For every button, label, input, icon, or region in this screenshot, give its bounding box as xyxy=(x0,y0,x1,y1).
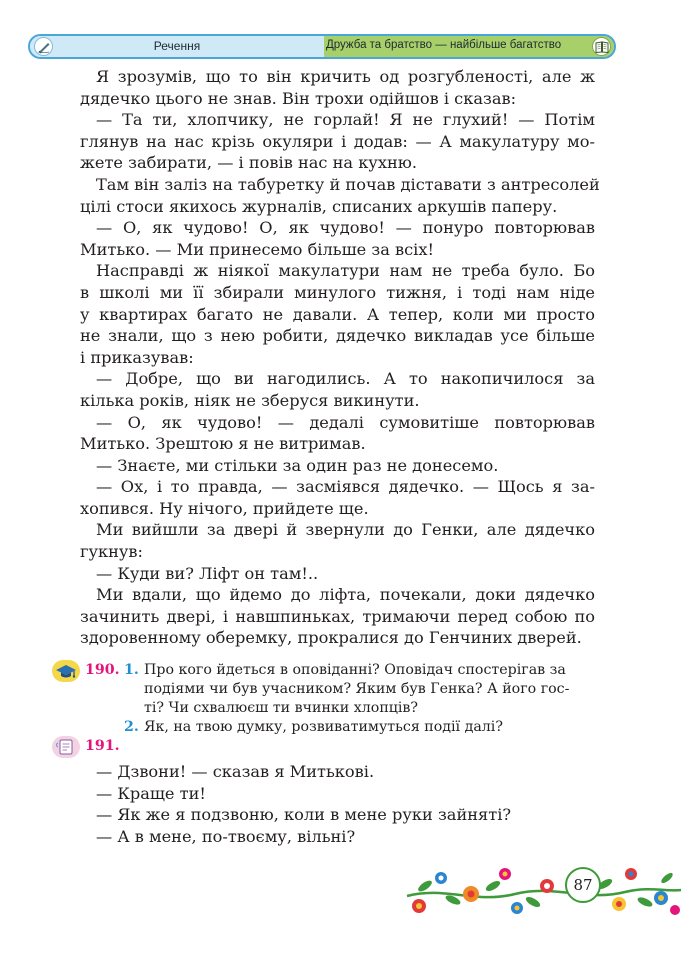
task-191-dialogue-line: — А в мене, по-твоєму, вільні? xyxy=(96,826,356,846)
body-line: зачинить двері, і навшпиньках, тримаючи перед собою по xyxy=(80,606,595,626)
body-line: у квартирах багато не давали. А тепер, коли ми просто xyxy=(80,304,595,324)
book-icon xyxy=(592,37,611,56)
task-190-q2-line: Як, на твою думку, розвиватимуться події далі? xyxy=(144,719,503,735)
chapter-title: Дружба та братство — найбільше багатство xyxy=(326,39,562,51)
body-line: не знали, що з нею робити, дядечко викладав усе більше xyxy=(80,326,595,346)
body-line: Ми вийшли за двері й звернули до Генки, але дядечко xyxy=(96,520,595,540)
story-text xyxy=(80,66,600,649)
body-line: дядечко цього не знав. Він трохи одійшов і сказав: xyxy=(80,88,517,108)
page-number: 87 xyxy=(565,867,601,903)
section-title: Речення xyxy=(153,39,201,53)
task-191-number: 191. xyxy=(85,738,120,754)
task-191-dialogue xyxy=(80,761,595,847)
body-line: хопився. Ну нічого, прийдете ще. xyxy=(80,498,369,518)
body-line: — Ох, і то правда, — засміявся дядечко. — Щось я за- xyxy=(96,477,595,497)
body-line: — О, як чудово! О, як чудово! — понуро повторював xyxy=(96,218,595,238)
body-line: здоровенному оберемку, прокралися до Генчиних дверей. xyxy=(80,628,582,648)
body-line: — О, як чудово! — дедалі сумовитіше повторював xyxy=(96,412,595,432)
task-190-q2-number: 2. xyxy=(124,719,139,735)
body-line: Я зрозумів, що то він кричить од розгубленості, але ж xyxy=(96,67,595,86)
body-line: кілька років, ніяк не зберуся викинути. xyxy=(80,390,420,410)
task-190-q1-line: Про кого йдеться в оповіданні? Оповідач спостерігав за xyxy=(144,662,566,678)
header-section-tab xyxy=(30,36,324,57)
body-line: глянув на нас крізь окуляри і додав: — А макулатуру мо- xyxy=(80,131,595,151)
task-191-dialogue-line: — Дзвони! — сказав я Митькові. xyxy=(96,762,375,781)
graduation-cap-icon xyxy=(52,660,80,682)
header-chapter-tab xyxy=(324,36,614,57)
body-line: в школі ми її збирали минулого тижня, і тоді нам ніде xyxy=(80,282,595,302)
notebook-icon xyxy=(52,736,80,758)
floral-ornament-icon xyxy=(405,856,682,920)
body-line: Ми вдали, що йдемо до ліфта, почекали, доки дядечко xyxy=(96,585,595,605)
task-191-dialogue-line: — Краще ти! xyxy=(96,783,206,803)
body-line: Митько. — Ми принесемо більше за всіх! xyxy=(80,239,434,259)
task-190-q1-line: подіями чи був учасником? Яким був Генка? А його гос- xyxy=(144,681,570,697)
task-190-number: 190. xyxy=(85,662,120,678)
body-line: жете забирати, — і повів нас на кухню. xyxy=(80,153,417,173)
task-190-q1-number: 1. xyxy=(124,662,139,678)
body-line: і приказував: xyxy=(80,347,194,367)
task-190-q1-line: ті? Чи схвалюєш ти вчинки хлопців? xyxy=(144,700,419,716)
task-191-dialogue-line: — Як же я подзвоню, коли в мене руки зайняті? xyxy=(96,805,512,825)
body-line: Там він заліз на табуретку й почав діставати з антресолей xyxy=(96,174,600,194)
body-line: цілі стоси якихось журналів, списаних аркушів паперу. xyxy=(80,196,558,216)
body-line: — Добре, що ви нагодились. А то накопичилося за xyxy=(96,369,595,389)
body-line: гукнув: xyxy=(80,542,144,562)
body-line: — Знаєте, ми стільки за один раз не донесемо. xyxy=(96,455,499,475)
body-line: — Куди ви? Ліфт он там!.. xyxy=(96,563,319,583)
page-header xyxy=(28,34,616,59)
body-line: Митько. Зрештою я не витримав. xyxy=(80,434,366,454)
body-line: — Та ти, хлопчику, не горлай! Я не глухий! — Потім xyxy=(96,110,595,130)
body-line: Насправді ж ніякої макулатури нам не треба було. Бо xyxy=(96,261,595,281)
